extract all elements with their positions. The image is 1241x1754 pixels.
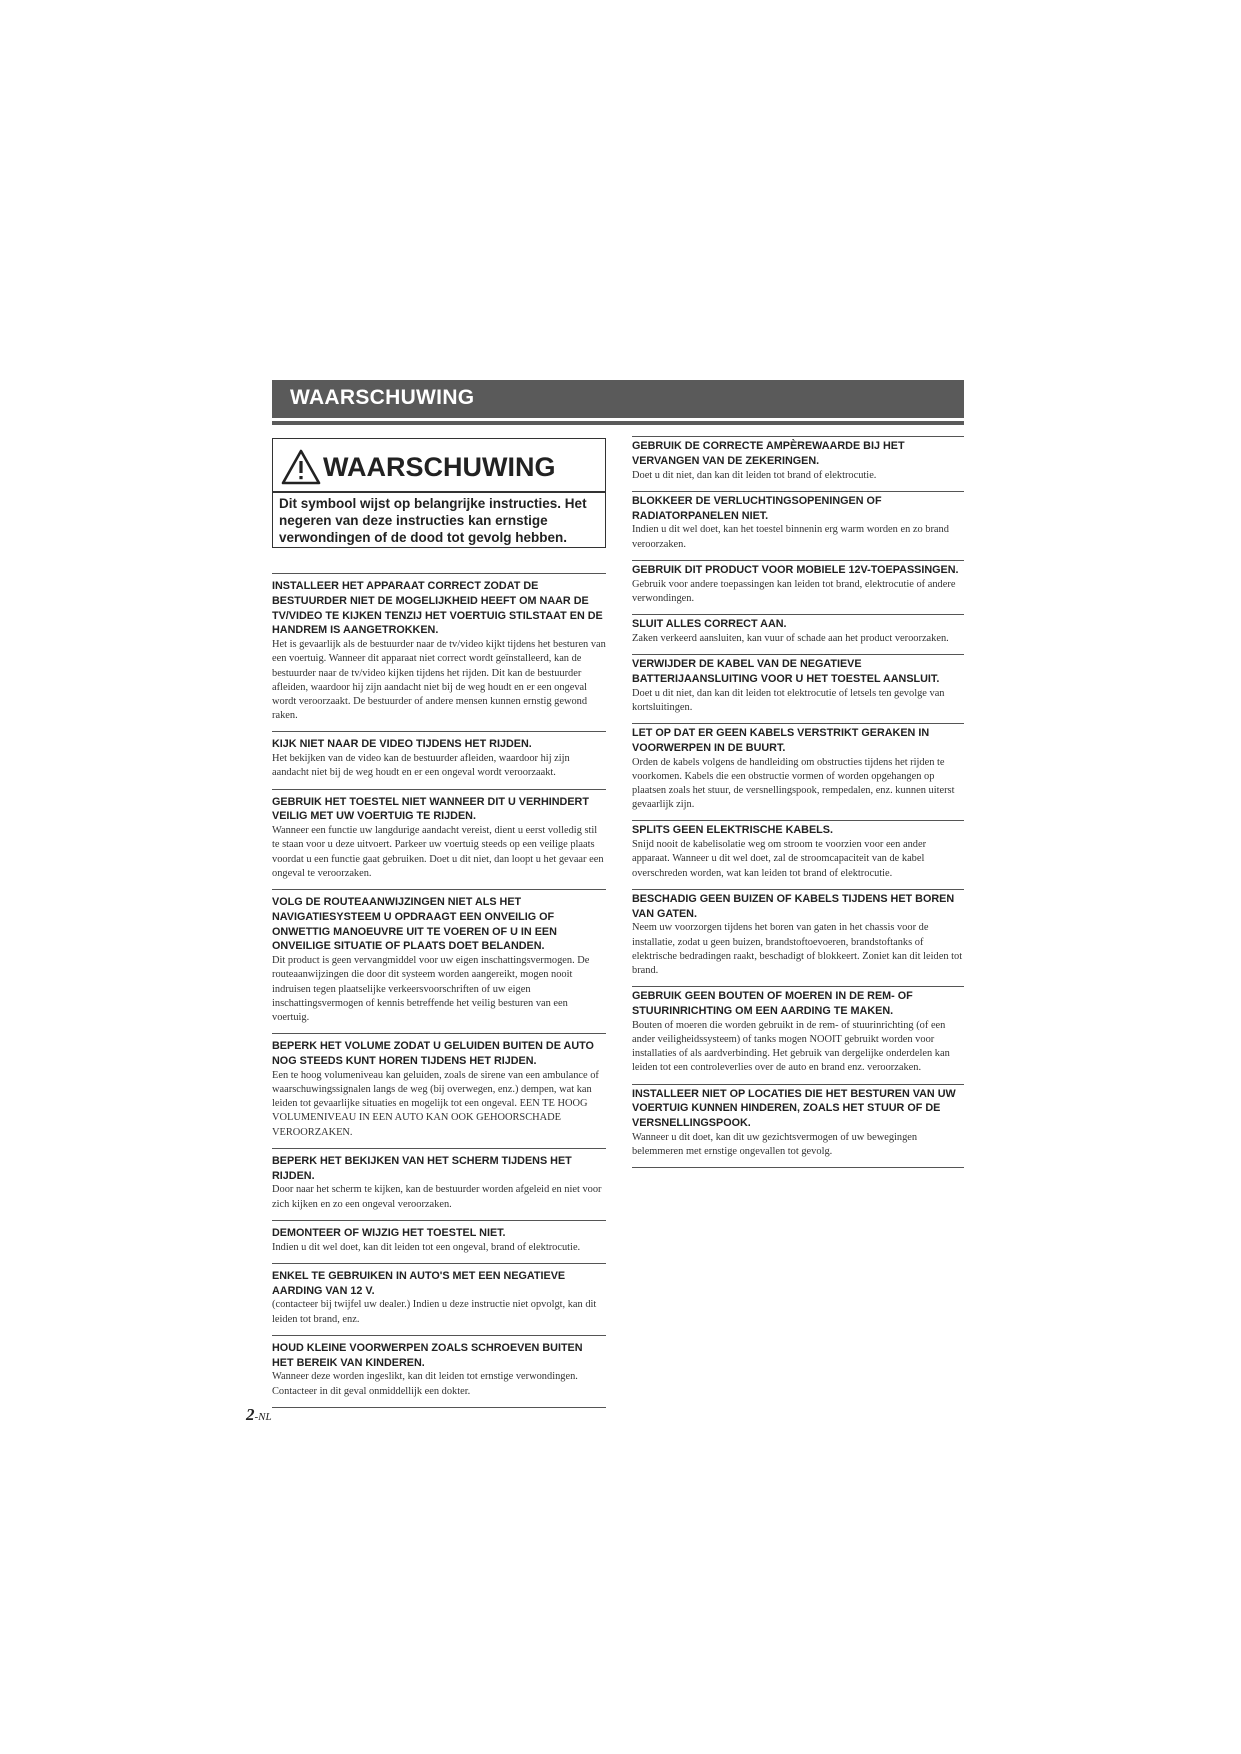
page-number-value: 2: [246, 1405, 255, 1424]
warning-item: [272, 1336, 606, 1408]
warning-item-title: BEPERK HET BEKIJKEN VAN HET SCHERM TIJDENS HET RIJDEN.: [272, 1154, 572, 1182]
warning-item-title: BLOKKEER DE VERLUCHTINGSOPENINGEN OF RADIATORPANELEN NIET.: [632, 494, 882, 522]
warning-item-body: Doet u dit niet, dan kan dit leiden tot brand of elektrocutie.: [632, 469, 877, 481]
warning-item: [632, 561, 964, 615]
warning-item-body: Doet u dit niet, dan kan dit leiden tot elektrocutie of letsels ten gevolge van kortsluitingen.: [632, 687, 945, 713]
warning-item-title: SLUIT ALLES CORRECT AAN.: [632, 618, 787, 630]
warning-triangle-icon: [281, 449, 321, 485]
warning-item-title: KIJK NIET NAAR DE VIDEO TIJDENS HET RIJDEN.: [272, 738, 532, 751]
warning-item: [272, 890, 606, 1034]
left-column: [272, 436, 606, 1408]
warning-item: [632, 437, 964, 492]
warning-item-body: Bouten of moeren die worden gebruikt in de rem- of stuurinrichting (of een ander veiligheidssysteem) of tanks mogen NOOIT gebruikt worden voor installaties of als aardverbinding. Het gebruik van dergelijke onderdelen kan leiden tot een controleverlies over de auto en brand enz. veroorzaken.: [632, 1019, 950, 1074]
warning-item-title: SPLITS GEEN ELEKTRISCHE KABELS.: [632, 824, 833, 837]
warning-item-title: HOUD KLEINE VOORWERPEN ZOALS SCHROEVEN BUITEN HET BEREIK VAN KINDEREN.: [272, 1341, 583, 1369]
warning-item-body: Door naar het scherm te kijken, kan de bestuurder worden afgeleid en niet voor zich kijken en zo een ongeval veroorzaken.: [272, 1184, 602, 1210]
warning-item: [632, 615, 964, 655]
warning-item-body: Dit product is geen vervangmiddel voor uw eigen inschattingsvermogen. De routeaanwijzingen die door dit systeem worden aangereikt, mogen nooit indruisen tegen plaatselijke verkeersvoorschriften of uw eigen inschattingsvermogen of kennis betreffende het veilig besturen van een voertuig.: [272, 955, 590, 1024]
warning-item: [272, 574, 606, 732]
warning-item-title: LET OP DAT ER GEEN KABELS VERSTRIKT GERAKEN IN VOORWERPEN IN DE BUURT.: [632, 727, 930, 754]
warning-item-body: Zaken verkeerd aansluiten, kan vuur of schade aan het product veroorzaken.: [632, 632, 949, 644]
warning-item-title: BEPERK HET VOLUME ZODAT U GELUIDEN BUITEN DE AUTO NOG STEEDS KUNT HOREN TIJDENS HET RIJDEN.: [272, 1040, 594, 1068]
warning-item-body: (contacteer bij twijfel uw dealer.) Indien u deze instructie niet opvolgt, kan dit leiden tot brand, enz.: [272, 1299, 597, 1325]
warning-item-body: Gebruik voor andere toepassingen kan leiden tot brand, elektrocutie of andere verwondingen.: [632, 578, 956, 604]
warning-item-body: Wanneer u dit doet, kan dit uw gezichtsvermogen of uw bewegingen belemmeren met ernstige ongevallen tot gevolg.: [632, 1132, 918, 1158]
warning-item-title: GEBRUIK DE CORRECTE AMPÈREWAARDE BIJ HET VERVANGEN VAN DE ZEKERINGEN.: [632, 440, 905, 467]
warning-item-body: Een te hoog volumeniveau kan geluiden, zoals de sirene van een ambulance of waarschuwingssignalen langs de weg (bij overwegen, enz.) dempen, wat kan leiden tot gevaarlijke situaties en mogelijk tot een ongeval. EEN TE HOOG VOLUMENIVEAU IN EEN AUTO KAN OOK GEHOORSCHADE VEROORZAKEN.: [272, 1069, 599, 1138]
warning-item-body: Wanneer deze worden ingeslikt, kan dit leiden tot ernstige verwondingen. Contacteer in dit geval onmiddellijk een dokter.: [272, 1371, 578, 1397]
warning-title-row: [281, 445, 555, 489]
warning-item-title: VERWIJDER DE KABEL VAN DE NEGATIEVE BATTERIJAANSLUITING VOOR U HET TOESTEL AANSLUIT.: [632, 658, 940, 685]
warning-item: [272, 790, 606, 890]
warning-item-body: Het is gevaarlijk als de bestuurder naar de tv/video kijkt tijdens het besturen van een voertuig. Wanneer dit apparaat niet correct wordt geïnstalleerd, kan de bestuurder naar de tv/video kijken tijdens het rijden. Dit kan de bestuurder afleiden, waardoor hij zijn aandacht niet bij de weg houdt en er een ongeval wordt veroorzaakt. De bestuurder of andere mensen kunnen ernstig gewond raken.: [272, 639, 606, 722]
header-divider: [272, 421, 964, 425]
right-warning-list: [632, 436, 964, 1168]
warning-item: [272, 1264, 606, 1336]
warning-item-body: Indien u dit wel doet, kan dit leiden tot een ongeval, brand of elektrocutie.: [272, 1241, 581, 1253]
warning-item: [272, 1034, 606, 1149]
warning-item-body: Wanneer een functie uw langdurige aandacht vereist, dient u eerst volledig stil te staan voor u deze uitvoert. Parkeer uw voertuig steeds op een veilige plaats voordat u een functie gaat gebruiken. Doet u dit niet, dan loopt u het gevaar een ongeval te veroorzaken.: [272, 825, 604, 879]
page-language-suffix: -NL: [254, 1411, 272, 1423]
warning-item-title: ENKEL TE GEBRUIKEN IN AUTO'S MET EEN NEGATIEVE AARDING VAN 12 V.: [272, 1269, 566, 1297]
warning-item-title: INSTALLEER NIET OP LOCATIES DIE HET BESTUREN VAN UW VOERTUIG KUNNEN HINDEREN, ZOALS HET STUUR OF DE VERSNELLINGSPOOK.: [632, 1087, 956, 1130]
warning-item-body: Snijd nooit de kabelisolatie weg om stroom te voorzien voor een ander apparaat. Wanneer u dit wel doet, zal de stroomcapaciteit van de kabel overschreden worden, wat kan leiden tot brand of elektrocutie.: [632, 839, 927, 879]
warning-divider: [273, 491, 605, 493]
warning-item-title: DEMONTEER OF WIJZIG HET TOESTEL NIET.: [272, 1226, 506, 1239]
warning-item-title: GEBRUIK GEEN BOUTEN OF MOEREN IN DE REM- OF STUURINRICHTING OM EEN AARDING TE MAKEN.: [632, 990, 913, 1018]
warning-item: [272, 732, 606, 789]
warning-box: [272, 438, 606, 548]
warning-item: [272, 1149, 606, 1221]
warning-item-body: Het bekijken van de video kan de bestuurder afleiden, waardoor hij zijn aandacht niet bij de weg houdt en er een ongeval wordt veroorzaakt.: [272, 753, 570, 779]
warning-item: [632, 492, 964, 561]
warning-item: [632, 724, 964, 821]
warning-item: [272, 1221, 606, 1264]
warning-item: [632, 890, 964, 987]
warning-item: [632, 655, 964, 724]
warning-item-title: INSTALLEER HET APPARAAT CORRECT ZODAT DE BESTUURDER NIET DE MOGELIJKHEID HEEFT OM NAAR DE TV/VIDEO TE KIJKEN TENZIJ HET VOERTUIG STILSTAAT EN DE HANDREM IS AANGETROKKEN.: [272, 580, 603, 637]
warning-item: [632, 987, 964, 1084]
warning-item-title: GEBRUIK DIT PRODUCT VOOR MOBIELE 12V-TOEPASSINGEN.: [632, 563, 959, 576]
section-header-bar: [272, 380, 964, 418]
warning-description: Dit symbool wijst op belangrijke instructies. Het negeren van deze instructies kan ernstige verwondingen of de dood tot gevolg hebben.: [279, 496, 587, 545]
warning-item: [632, 1085, 964, 1169]
warning-item-body: Neem uw voorzorgen tijdens het boren van gaten in het chassis voor de installatie, zodat u geen buizen, brandstoftoevoeren, brandstoftanks of elektrische bedradingen raakt, beschadigt of blokkeert. Zoniet kan dit leiden tot brand.: [632, 922, 963, 977]
warning-item-body: Orden de kabels volgens de handleiding om obstructies tijdens het rijden te voorkomen. Kabels die een obstructie vormen of worden opgehangen op plaatsen zoals het stuur, de versnellingspook, rempedalen, enz. kunnen uiterst gevaarlijk zijn.: [632, 756, 955, 811]
section-title: WAARSCHUWING: [290, 386, 475, 409]
left-warning-list: [272, 573, 606, 1408]
warning-item-title: GEBRUIK HET TOESTEL NIET WANNEER DIT U VERHINDERT VEILIG MET UW VOERTUIG TE RIJDEN.: [272, 795, 589, 823]
page-number: [246, 1405, 272, 1425]
right-column: [632, 436, 964, 1168]
warning-title: WAARSCHUWING: [323, 451, 556, 482]
warning-item: [632, 821, 964, 889]
warning-item-title: BESCHADIG GEEN BUIZEN OF KABELS TIJDENS HET BOREN VAN GATEN.: [632, 892, 955, 920]
warning-item-body: Indien u dit wel doet, kan het toestel binnenin erg warm worden en zo brand veroorzaken.: [632, 524, 949, 550]
warning-item-title: VOLG DE ROUTEAANWIJZINGEN NIET ALS HET NAVIGATIESYSTEEM U OPDRAAGT EEN ONVEILIG OF ONWETTIG MANOEUVRE UIT TE VOEREN OF U IN EEN ONVEILIGE SITUATIE OF PLAATS DOET BELANDEN.: [272, 896, 557, 953]
